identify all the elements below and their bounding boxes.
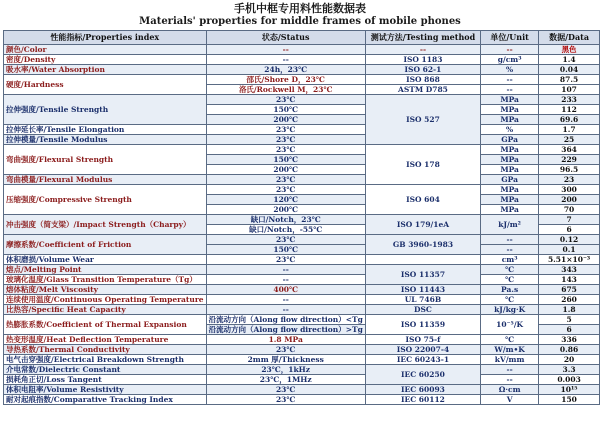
unit-cell: W/m•K <box>481 345 539 355</box>
unit-cell: kV/mm <box>481 355 539 365</box>
value-cell: 0.86 <box>539 345 600 355</box>
method-cell <box>365 255 480 265</box>
unit-cell: -- <box>481 365 539 375</box>
value-cell: 10¹⁵ <box>539 385 600 395</box>
status-cell: 200℃ <box>206 165 365 175</box>
status-cell: 23℃ <box>206 95 365 105</box>
value-cell: 233 <box>539 95 600 105</box>
value-cell: 5 <box>539 315 600 325</box>
table-row <box>4 295 600 305</box>
status-cell: 150℃ <box>206 105 365 115</box>
header-method: 测试方法/Testing method <box>365 31 480 45</box>
value-cell: 96.5 <box>539 165 600 175</box>
method-cell: ASTM D785 <box>365 85 480 95</box>
status-cell: 24h，23℃ <box>206 65 365 75</box>
property-name: 体积电阻率/Volume Resistivity <box>4 385 207 395</box>
property-name: 弯曲模量/Flexural Modulus <box>4 175 207 185</box>
value-cell: 6 <box>539 325 600 335</box>
unit-cell: -- <box>481 235 539 245</box>
table-row <box>4 65 600 75</box>
property-name: 硬度/Hardness <box>4 75 207 95</box>
unit-cell: V <box>481 395 539 405</box>
table-row <box>4 145 600 155</box>
unit-cell: MPa <box>481 165 539 175</box>
unit-cell: MPa <box>481 145 539 155</box>
unit-cell: MPa <box>481 105 539 115</box>
property-name: 比热容/Specific Heat Capacity <box>4 305 207 315</box>
unit-cell: MPa <box>481 195 539 205</box>
status-cell: 150℃ <box>206 245 365 255</box>
value-cell: 0.12 <box>539 235 600 245</box>
value-cell: 20 <box>539 355 600 365</box>
property-name: 热膨胀系数/Coefficient of Thermal Expansion <box>4 315 207 335</box>
value-cell: 675 <box>539 285 600 295</box>
table-header-row <box>4 31 600 45</box>
table-row <box>4 285 600 295</box>
property-name: 介电常数/Dielectric Constant <box>4 365 207 375</box>
value-cell: 5.51×10⁻³ <box>539 255 600 265</box>
property-name: 压缩强度/Compressive Strength <box>4 185 207 215</box>
unit-cell: MPa <box>481 95 539 105</box>
status-cell: 200℃ <box>206 205 365 215</box>
header-status: 状态/Status <box>206 31 365 45</box>
status-cell: 缺口/Notch，23℃ <box>206 215 365 225</box>
table-row <box>4 185 600 195</box>
value-cell: 143 <box>539 275 600 285</box>
unit-cell: Ω·cm <box>481 385 539 395</box>
status-cell: 邵氏/Shore D，23℃ <box>206 75 365 85</box>
status-cell: 23℃ <box>206 125 365 135</box>
method-cell: ISO 527 <box>365 95 480 145</box>
header-property: 性能指标/Properties index <box>4 31 207 45</box>
status-cell: -- <box>206 265 365 275</box>
header-data: 数据/Data <box>539 31 600 45</box>
value-cell: 112 <box>539 105 600 115</box>
status-cell: 23℃ <box>206 175 365 185</box>
method-cell: IEC 60243-1 <box>365 355 480 365</box>
table-row <box>4 125 600 135</box>
method-cell: UL 746B <box>365 295 480 305</box>
method-cell: ISO 75-f <box>365 335 480 345</box>
table-row <box>4 55 600 65</box>
title-english: Materials' properties for middle frames of mobile phones <box>139 16 461 27</box>
status-cell: -- <box>206 295 365 305</box>
property-name: 摩擦系数/Coefficient of Friction <box>4 235 207 255</box>
property-name: 导热系数/Thermal Conductivity <box>4 345 207 355</box>
status-cell: 23℃ <box>206 145 365 155</box>
property-name: 熔点/Melting Point <box>4 265 207 275</box>
table-row <box>4 365 600 375</box>
property-name: 耐对起痕指数/Comparative Tracking Index <box>4 395 207 405</box>
unit-cell: -- <box>481 375 539 385</box>
status-cell: -- <box>206 55 365 65</box>
status-cell: 23℃ <box>206 185 365 195</box>
value-cell: 0.04 <box>539 65 600 75</box>
value-cell: 70 <box>539 205 600 215</box>
method-cell: ISO 868 <box>365 75 480 85</box>
property-name: 颜色/Color <box>4 45 207 55</box>
status-cell: 2mm 厚/Thickness <box>206 355 365 365</box>
status-cell: 200℃ <box>206 115 365 125</box>
property-name: 连续使用温度/Continuous Operating Temperature <box>4 295 207 305</box>
unit-cell: MPa <box>481 115 539 125</box>
status-cell: 23℃ <box>206 385 365 395</box>
unit-cell: 10⁻⁵/K <box>481 315 539 335</box>
value-cell: 364 <box>539 145 600 155</box>
property-name: 密度/Density <box>4 55 207 65</box>
method-cell: ISO 179/1eA <box>365 215 480 235</box>
table-row <box>4 95 600 105</box>
unit-cell: Pa.s <box>481 285 539 295</box>
property-name: 弯曲强度/Flexural Strength <box>4 145 207 175</box>
status-cell: -- <box>206 305 365 315</box>
value-cell: 200 <box>539 195 600 205</box>
status-cell: 23℃，1kHz <box>206 365 365 375</box>
table-row <box>4 315 600 325</box>
method-cell: ISO 178 <box>365 145 480 185</box>
property-name: 玻璃化温度/Glass Transition Temperature（Tg） <box>4 275 207 285</box>
status-cell: 150℃ <box>206 155 365 165</box>
table-row <box>4 215 600 225</box>
value-cell: 69.6 <box>539 115 600 125</box>
table-row <box>4 355 600 365</box>
unit-cell: GPa <box>481 135 539 145</box>
unit-cell: kJ/m² <box>481 215 539 235</box>
table-row <box>4 375 600 385</box>
property-name: 拉伸模量/Tensile Modulus <box>4 135 207 145</box>
property-name: 损耗角正切/Loss Tangent <box>4 375 207 385</box>
title-chinese: 手机中框专用料性能数据表 <box>234 2 366 15</box>
value-cell: 87.5 <box>539 75 600 85</box>
table-row <box>4 385 600 395</box>
property-name: 电气击穿强度/Electrical Breakdown Strength <box>4 355 207 365</box>
value-cell: 260 <box>539 295 600 305</box>
value-cell: 3.3 <box>539 365 600 375</box>
unit-cell: -- <box>481 85 539 95</box>
table-row <box>4 335 600 345</box>
property-name: 热变形温度/Heat Deflection Temperature <box>4 335 207 345</box>
value-cell: 1.8 <box>539 305 600 315</box>
table-row <box>4 265 600 275</box>
value-cell: 黑色 <box>539 45 600 55</box>
status-cell: 23℃ <box>206 255 365 265</box>
unit-cell: % <box>481 65 539 75</box>
value-cell: 336 <box>539 335 600 345</box>
unit-cell: ℃ <box>481 275 539 285</box>
table-row <box>4 255 600 265</box>
value-cell: 7 <box>539 215 600 225</box>
unit-cell: % <box>481 125 539 135</box>
unit-cell: ℃ <box>481 265 539 275</box>
value-cell: 25 <box>539 135 600 145</box>
value-cell: 23 <box>539 175 600 185</box>
table-row <box>4 75 600 85</box>
value-cell: 1.4 <box>539 55 600 65</box>
table-row <box>4 345 600 355</box>
value-cell: 1.7 <box>539 125 600 135</box>
unit-cell: ℃ <box>481 335 539 345</box>
unit-cell: MPa <box>481 155 539 165</box>
value-cell: 107 <box>539 85 600 95</box>
property-name: 拉伸延长率/Tensile Elongation <box>4 125 207 135</box>
property-name: 冲击强度（简支梁）/Impact Strength（Charpy） <box>4 215 207 235</box>
title-block <box>0 0 600 30</box>
table-row <box>4 395 600 405</box>
unit-cell: -- <box>481 75 539 85</box>
method-cell: IEC 60093 <box>365 385 480 395</box>
header-unit: 单位/Unit <box>481 31 539 45</box>
property-name: 吸水率/Water Absorption <box>4 65 207 75</box>
properties-table <box>3 30 600 405</box>
status-cell: 1.8 MPa <box>206 335 365 345</box>
method-cell: ISO 604 <box>365 185 480 215</box>
status-cell: 洛氏/Rockwell M，23℃ <box>206 85 365 95</box>
table-row <box>4 45 600 55</box>
status-cell: 23℃ <box>206 395 365 405</box>
property-name: 熔体粘度/Melt Viscosity <box>4 285 207 295</box>
status-cell: 沿流动方向（Along flow direction）>Tg <box>206 325 365 335</box>
property-name: 体积磨损/Volume Wear <box>4 255 207 265</box>
unit-cell: MPa <box>481 205 539 215</box>
method-cell: -- <box>365 45 480 55</box>
value-cell: 229 <box>539 155 600 165</box>
method-cell: ISO 62-1 <box>365 65 480 75</box>
status-cell: 23℃ <box>206 345 365 355</box>
unit-cell: MPa <box>481 185 539 195</box>
method-cell: IEC 60250 <box>365 365 480 385</box>
status-cell: 23℃，1MHz <box>206 375 365 385</box>
method-cell: DSC <box>365 305 480 315</box>
unit-cell: g/cm³ <box>481 55 539 65</box>
value-cell: 0.1 <box>539 245 600 255</box>
unit-cell: -- <box>481 245 539 255</box>
method-cell: ISO 22007-4 <box>365 345 480 355</box>
method-cell: ISO 11359 <box>365 315 480 335</box>
unit-cell: kJ/kg·K <box>481 305 539 315</box>
status-cell: 120℃ <box>206 195 365 205</box>
table-row <box>4 175 600 185</box>
method-cell: ISO 11357 <box>365 265 480 285</box>
unit-cell: ℃ <box>481 295 539 305</box>
property-name: 拉伸强度/Tensile Strength <box>4 95 207 125</box>
status-cell: 400℃ <box>206 285 365 295</box>
unit-cell: -- <box>481 45 539 55</box>
method-cell: GB 3960-1983 <box>365 235 480 255</box>
status-cell: 缺口/Notch，-55℃ <box>206 225 365 235</box>
method-cell: ISO 11443 <box>365 285 480 295</box>
table-row <box>4 135 600 145</box>
value-cell: 343 <box>539 265 600 275</box>
value-cell: 300 <box>539 185 600 195</box>
status-cell: -- <box>206 275 365 285</box>
status-cell: 23℃ <box>206 235 365 245</box>
value-cell: 0.003 <box>539 375 600 385</box>
status-cell: 沿流动方向（Along flow direction）<Tg <box>206 315 365 325</box>
unit-cell: GPa <box>481 175 539 185</box>
status-cell: 23℃ <box>206 135 365 145</box>
table-row <box>4 305 600 315</box>
method-cell: ISO 1183 <box>365 55 480 65</box>
unit-cell: cm³ <box>481 255 539 265</box>
table-row <box>4 275 600 285</box>
value-cell: 6 <box>539 225 600 235</box>
method-cell: IEC 60112 <box>365 395 480 405</box>
status-cell: -- <box>206 45 365 55</box>
value-cell: 150 <box>539 395 600 405</box>
